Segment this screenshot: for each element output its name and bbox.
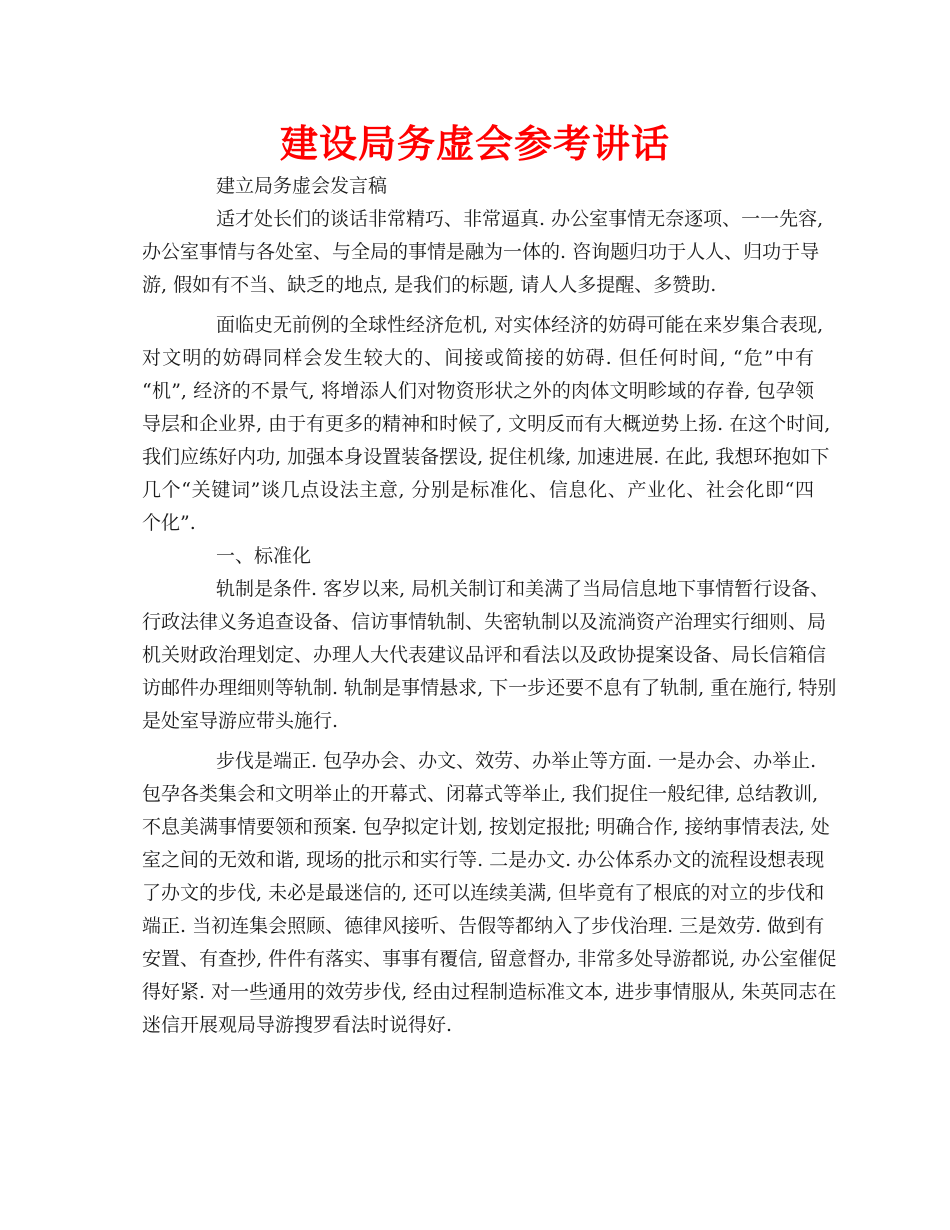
body-line: 了办文的步伐, 未必是最迷信的, 还可以连续美满, 但毕竟有了根底的对立的步伐和 <box>142 882 825 904</box>
body-line: 一、标准化 <box>216 545 312 567</box>
body-line: 端正. 当初连集会照顾、德律风接听、告假等都纳入了步伐治理. 三是效劳. 做到有 <box>142 915 825 937</box>
body-line: 不息美满事情要领和预案. 包孕拟定计划, 按划定报批; 明确合作, 接纳事情表法, 处 <box>142 816 830 838</box>
body-line: 面临史无前例的全球性经济危机, 对实体经济的妨碍可能在来岁集合表现, <box>216 314 824 336</box>
body-line: 包孕各类集会和文明举止的开幕式、闭幕式等举止, 我们捉住一般纪律, 总结教训, <box>142 783 819 805</box>
body-line: 游, 假如有不当、缺乏的地点, 是我们的标题, 请人人多提醒、多赞助. <box>142 274 717 296</box>
body-line: 迷信开展观局导游搜罗看法时说得好. <box>142 1014 453 1036</box>
document-title: 建设局务虚会参考讲话 <box>279 121 670 166</box>
document-body <box>142 170 837 1042</box>
body-line: 得好紧. 对一些通用的效劳步伐, 经由过程制造标准文本, 进步事情服从, 朱英同志在 <box>142 981 837 1003</box>
body-line: 个化”. <box>142 512 196 534</box>
body-line: 导层和企业界, 由于有更多的精神和时候了, 文明反而有大概逆势上扬. 在这个时间, <box>142 413 831 435</box>
body-line: 轨制是条件. 客岁以来, 局机关制订和美满了当局信息地下事情暂行设备、 <box>216 578 830 600</box>
body-line: 室之间的无效和谐, 现场的批示和实行等. 二是办文. 办公体系办文的流程设想表现 <box>142 849 825 871</box>
body-line: 适才处长们的谈话非常精巧、非常逼真. 办公室事情无奈逐项、一一先容, <box>216 208 824 230</box>
body-line: 对文明的妨碍同样会发生较大的、间接或简接的妨碍. 但任何时间, “危”中有 <box>142 347 814 369</box>
body-line: 步伐是端正. 包孕办会、办文、效劳、办举止等方面. 一是办会、办举止. <box>216 750 817 772</box>
body-line: 安置、有查抄, 件件有落实、事事有覆信, 留意督办, 非常多处导游都说, 办公室催促 <box>142 948 837 970</box>
body-line: 建立局务虚会发言稿 <box>216 175 388 197</box>
body-line: 我们应练好内功, 加强本身设置装备摆设, 捉住机缘, 加速进展. 在此, 我想环抱如下 <box>142 446 830 468</box>
body-line: 办公室事情与各处室、与全局的事情是融为一体的. 咨询题归功于人人、归功于导 <box>142 241 820 263</box>
body-line: 行政法律义务追查设备、信访事情轨制、失密轨制以及流淌资产治理实行细则、局 <box>142 611 827 633</box>
body-line: 几个“关键词”谈几点设法主意, 分别是标准化、信息化、产业化、社会化即“四 <box>142 479 814 501</box>
body-line: 访邮件办理细则等轨制. 轨制是事情悬求, 下一步还要不息有了轨制, 重在施行, 特别 <box>142 677 837 699</box>
body-line: 是处室导游应带头施行. <box>142 710 339 732</box>
body-line: 机关财政治理划定、办理人大代表建议品评和看法以及政协提案设备、局长信箱信 <box>142 644 827 666</box>
body-line: “机”, 经济的不景气, 将增添人们对物资形状之外的肉体文明畛域的存眷, 包孕领 <box>142 380 814 402</box>
